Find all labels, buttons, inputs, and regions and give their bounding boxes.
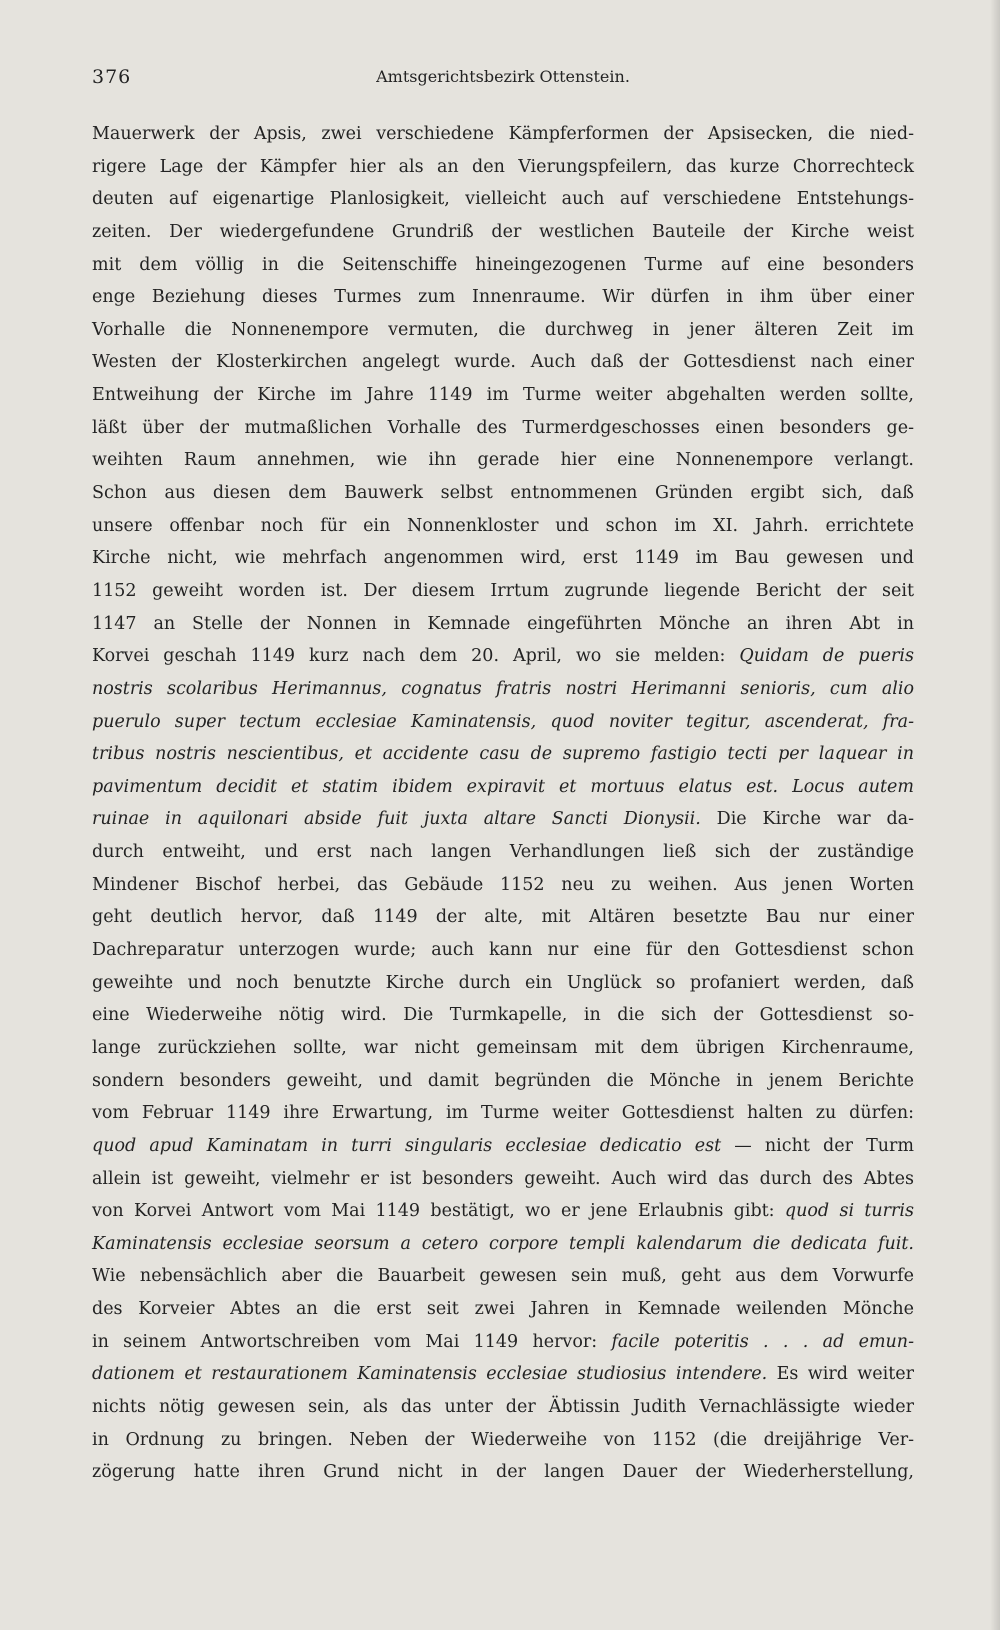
text-line — [92, 183, 914, 216]
text-line — [92, 510, 914, 543]
roman-text: 1147 an Stelle der Nonnen in Kemnade eingeführten Mönche an ihren Abt in — [92, 613, 914, 634]
italic-text: pavimentum decidit et statim ibidem expiravit et mortuus elatus est. Locus autem — [92, 776, 914, 797]
text-line — [92, 640, 914, 673]
roman-text: von Korvei Antwort vom Mai 1149 bestätigt, wo er jene Erlaubnis gibt: — [92, 1201, 785, 1222]
text-line — [92, 477, 914, 510]
text-line — [92, 1293, 914, 1326]
text-line — [92, 1097, 914, 1130]
text-line — [92, 1260, 914, 1293]
text-line — [92, 836, 914, 869]
roman-text: läßt über der mutmaßlichen Vorhalle des Turmerdgeschosses einen besonders ge- — [92, 417, 914, 438]
roman-text: mit dem völlig in die Seitenschiffe hineingezogenen Turme auf eine besonders — [92, 254, 914, 275]
body-text — [92, 118, 914, 1489]
italic-text: quod si turris — [784, 1201, 914, 1222]
italic-text: tribus nostris nescientibus, et accidente casu de supremo fastigio tecti per laquear in — [92, 744, 914, 765]
text-line — [92, 118, 914, 151]
roman-text: 1152 geweiht worden ist. Der diesem Irrtum zugrunde liegende Bericht der seit — [92, 580, 914, 601]
text-line — [92, 934, 914, 967]
text-line — [92, 1032, 914, 1065]
roman-text: deuten auf eigenartige Planlosigkeit, vielleicht auch auf verschiedene Entstehungs- — [92, 189, 914, 210]
roman-text: Mindener Bischof herbei, das Gebäude 1152 neu zu weihen. Aus jenen Worten — [92, 874, 914, 895]
roman-text: sondern besonders geweiht, und damit begründen die Mönche in jenem Berichte — [92, 1070, 914, 1091]
italic-text: ruinae in aquilonari abside fuit juxta altare Sancti Dionysii. — [92, 809, 701, 830]
text-line — [92, 1065, 914, 1098]
roman-text: rigere Lage der Kämpfer hier als an den Vierungspfeilern, das kurze Chorrechteck — [92, 156, 914, 177]
roman-text: lange zurückziehen sollte, war nicht gemeinsam mit dem übrigen Kirchenraume, — [92, 1037, 914, 1058]
text-line — [92, 803, 914, 836]
text-line — [92, 869, 914, 902]
roman-text: zögerung hatte ihren Grund nicht in der langen Dauer der Wiederherstellung, — [92, 1462, 914, 1483]
text-line — [92, 575, 914, 608]
roman-text: Entweihung der Kirche im Jahre 1149 im Turme weiter abgehalten werden sollte, — [92, 385, 914, 406]
roman-text: nichts nötig gewesen sein, als das unter der Äbtissin Judith Vernachlässigte wieder — [92, 1396, 914, 1417]
text-line — [92, 412, 914, 445]
text-line — [92, 249, 914, 282]
text-line — [92, 1326, 914, 1359]
roman-text: des Korveier Abtes an die erst seit zwei Jahren in Kemnade weilenden Mönche — [92, 1299, 914, 1320]
roman-text: Die Kirche war da- — [700, 809, 914, 830]
page-number: 376 — [92, 66, 132, 88]
text-line — [92, 379, 914, 412]
text-line — [92, 1358, 914, 1391]
text-line — [92, 444, 914, 477]
italic-text: Quidam de pueris — [739, 646, 914, 667]
roman-text: unsere offenbar noch für ein Nonnenkloster und schon im XI. Jahrh. errichtete — [92, 515, 914, 536]
roman-text: geht deutlich hervor, daß 1149 der alte, mit Altären besetzte Bau nur einer — [92, 907, 914, 928]
running-title: Amtsgerichtsbezirk Ottenstein. — [376, 67, 630, 86]
roman-text: Mauerwerk der Apsis, zwei verschiedene Kämpferformen der Apsisecken, die nied- — [92, 124, 914, 144]
text-line — [92, 346, 914, 379]
text-line — [92, 1391, 914, 1424]
text-line — [92, 999, 914, 1032]
roman-text: Westen der Klosterkirchen angelegt wurde. Auch daß der Gottesdienst nach einer — [92, 352, 914, 373]
text-line — [92, 901, 914, 934]
text-line — [92, 151, 914, 184]
italic-text: quod apud Kaminatam in turri singularis ecclesiae dedicatio est — [92, 1135, 722, 1156]
text-line — [92, 542, 914, 575]
text-line — [92, 216, 914, 249]
running-head — [92, 66, 914, 90]
text-line — [92, 1195, 914, 1228]
roman-text: in seinem Antwortschreiben vom Mai 1149 hervor: — [92, 1331, 612, 1352]
text-line — [92, 1163, 914, 1196]
roman-text: Es wird weiter — [767, 1364, 914, 1385]
text-line — [92, 738, 914, 771]
roman-text: Wie nebensächlich aber die Bauarbeit gewesen sein muß, geht aus dem Vorwurfe — [92, 1266, 914, 1287]
italic-text: nostris scolaribus Herimannus, cognatus fratris nostri Herimanni senioris, cum alio — [92, 678, 914, 699]
roman-text: vom Februar 1149 ihre Erwartung, im Turme weiter Gottesdienst halten zu dürfen: — [92, 1103, 914, 1124]
roman-text: Dachreparatur unterzogen wurde; auch kann nur eine für den Gottesdienst schon — [92, 940, 914, 961]
text-line — [92, 281, 914, 314]
roman-text: Kirche nicht, wie mehrfach angenommen wird, erst 1149 im Bau gewesen und — [92, 548, 914, 569]
roman-text: zeiten. Der wiedergefundene Grundriß der westlichen Bauteile der Kirche weist — [92, 221, 914, 242]
text-line — [92, 967, 914, 1000]
italic-text: dationem et restaurationem Kaminatensis ecclesiae studiosius intendere. — [92, 1364, 768, 1385]
roman-text: Schon aus diesen dem Bauwerk selbst entnommenen Gründen ergibt sich, daß — [92, 483, 914, 504]
text-line — [92, 608, 914, 641]
roman-text: Korvei geschah 1149 kurz nach dem 20. April, wo sie melden: — [92, 646, 740, 667]
text-line — [92, 771, 914, 804]
text-line — [92, 673, 914, 706]
roman-text: enge Beziehung dieses Turmes zum Innenraume. Wir dürfen in ihm über einer — [92, 287, 914, 308]
italic-text: facile poteritis . . . ad emun- — [611, 1331, 914, 1352]
roman-text: geweihte und noch benutzte Kirche durch ein Unglück so profaniert werden, daß — [92, 972, 914, 993]
roman-text: Vorhalle die Nonnenempore vermuten, die durchweg in jener älteren Zeit im — [92, 319, 914, 340]
roman-text: in Ordnung zu bringen. Neben der Wiederweihe von 1152 (die dreijährige Ver- — [92, 1429, 914, 1450]
text-line — [92, 1456, 914, 1489]
italic-text: puerulo super tectum ecclesiae Kaminatensis, quod noviter tegitur, ascenderat, fra- — [92, 711, 914, 732]
text-line — [92, 1424, 914, 1457]
text-line — [92, 706, 914, 739]
roman-text: eine Wiederweihe nötig wird. Die Turmkapelle, in die sich der Gottesdienst so- — [92, 1005, 914, 1026]
roman-text: weihten Raum annehmen, wie ihn gerade hier eine Nonnenempore verlangt. — [92, 450, 914, 471]
roman-text: — nicht der Turm — [721, 1135, 914, 1156]
text-line — [92, 1130, 914, 1163]
text-line — [92, 1228, 914, 1261]
roman-text: durch entweiht, und erst nach langen Verhandlungen ließ sich der zuständige — [92, 842, 914, 863]
italic-text: Kaminatensis ecclesiae seorsum a cetero corpore templi kalendarum die dedicata fuit. — [92, 1233, 914, 1254]
roman-text: allein ist geweiht, vielmehr er ist besonders geweiht. Auch wird das durch des Abtes — [92, 1168, 914, 1189]
text-line — [92, 314, 914, 347]
